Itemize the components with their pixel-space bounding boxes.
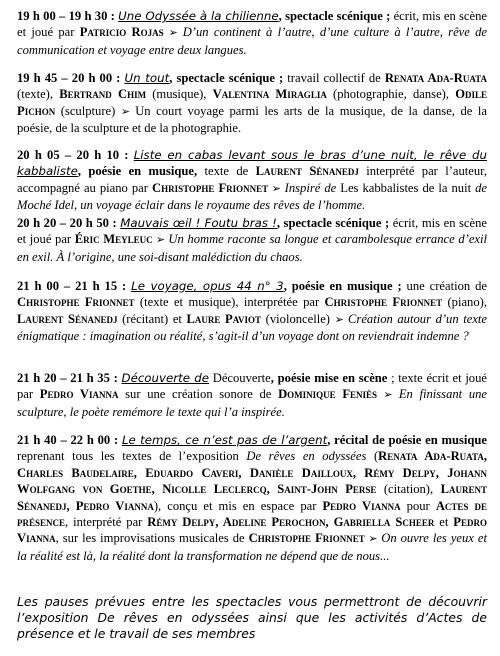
person-name: Odile Pichon [17, 87, 487, 118]
entry-text: (texte et musique), interprétée par [134, 295, 325, 310]
entry-text: une création de [401, 279, 487, 293]
entry-text: spectacle scénique ; [176, 71, 284, 85]
entry-text: et [434, 515, 454, 530]
show-title: Découverte de [121, 371, 210, 385]
time-range: 20 h 05 – 20 h 10 : [17, 148, 129, 162]
arrow-icon: ➢ [377, 389, 399, 402]
entry-text: poésie en musique ; [291, 279, 402, 293]
entry-text: Inspiré de [284, 180, 337, 195]
entry-text: (récitant) et [117, 311, 187, 326]
person-name: Bertrand Chim [59, 87, 147, 102]
entry-text: écrit, mis en scène et joué par [17, 9, 488, 40]
entry-text: (musique), [146, 87, 213, 102]
time-range: 19 h 45 – 20 h 00 : [17, 71, 121, 85]
person-name: Dominique Feniès [278, 387, 378, 402]
entry-text: spectacle scénique ; [285, 9, 391, 23]
entry-text: (sculpture) [55, 103, 121, 118]
entry-text: Découverte [209, 371, 271, 385]
entry-text: texte de [197, 164, 256, 179]
entry-text: , [77, 164, 89, 179]
entry-text: reprenant tous les textes de l’exposition [17, 449, 247, 464]
program-entry [17, 432, 487, 564]
entry-text: Création autour d’un texte énigmatique : imagination ou réalité, s’agit-il d’un voyage dont on reviendrait indemne ? [17, 311, 488, 344]
show-title: Une Odyssée à la chilienne [118, 9, 279, 23]
entry-text: de Moché Idel, un voyage éclair dans le royaume des rêves de l’homme. [17, 180, 487, 213]
entry-text: Un court voyage parmi les arts de la musique, de la danse, de la poésie, de la sculpture et de la photographie. [17, 103, 487, 136]
entry-text: En finissant une sculpture, le poète remémore le texte qui l’a inspirée. [17, 387, 488, 419]
entry-text: , sur les improvisations musicales de [55, 531, 249, 546]
entry-text: , [270, 371, 278, 385]
show-title: Liste en cabas levant sous le bras d’une nuit, le rêve du kabbaliste [17, 148, 487, 179]
entry-text: , [327, 433, 335, 447]
person-name: Christophe Frionnet [151, 180, 269, 195]
entry-text: (photographie, danse), [326, 87, 456, 102]
entry-text: , [283, 279, 292, 293]
time-range: 20 h 20 – 20 h 50 : [17, 216, 117, 230]
person-name: Pedro Vianna [17, 515, 487, 546]
time-range: 21 h 40 – 22 h 00 : [17, 433, 119, 447]
person-name: Rémy Delpy, Adeline Perochon, Gabriella Scheer [147, 515, 435, 530]
entry-text: De rêves en odyssées [246, 449, 367, 464]
entry-text: , interprété par [65, 515, 148, 530]
entry-text: (violoncelle) [261, 311, 335, 326]
entry-text: On ouvre les yeux et la réalité est là, la réalité dont la transformation ne dépend que de nous... [17, 531, 487, 563]
person-name: Valentina Miraglia [212, 87, 327, 102]
arrow-icon: ➢ [268, 182, 285, 195]
person-name: Pedro Vianna [39, 387, 119, 402]
entry-text: ), conçu et mis en espace par [153, 498, 323, 513]
entry-text: poésie mise en scène [277, 371, 388, 385]
entry-text: pour [400, 498, 436, 513]
entry-text: Un homme raconte sa longue et carambolesque errance d’exil en exil. À l’origine, une soi-disant malédiction du chaos. [17, 232, 488, 264]
entry-text: D’un continent à l’autre, d’une culture à l’autre, rêve de communication et voyage entre deux langues. [17, 25, 488, 57]
show-title: Un tout [124, 71, 170, 85]
person-name: Renata Ada-Ruata [384, 71, 488, 85]
person-name: Laurent Sénanedj [255, 164, 359, 179]
person-name: Christophe Frionnet [17, 295, 135, 310]
show-title: Le voyage, opus 44 n° 3 [131, 279, 284, 293]
entry-text: ( [366, 449, 379, 464]
entry-text: travail collectif de [283, 71, 385, 85]
arrow-icon: ➢ [334, 313, 349, 326]
person-name: Christophe Frionnet [324, 295, 443, 310]
time-range: 21 h 00 – 21 h 15 : [17, 279, 127, 293]
entry-text: ; texte écrit et joué par [17, 371, 487, 402]
show-title: Mauvais œil ! Foutu bras ! [120, 216, 277, 230]
person-name: Laurent Sénanedj, Pedro Vianna [17, 482, 488, 513]
person-name: Laurent Sénanedj [17, 311, 118, 326]
entry-text: écrit, mis en scène et joué par [17, 216, 487, 247]
program-footer-note: Les pauses prévues entre les spectacles vous permettront de découvrir l’exposition De rêves en odyssées ainsi que les activités d’Actes de présence et le travail de ses membres [17, 594, 487, 641]
person-name: Renata Ada-Ruata, Charles Baudelaire, Eduardo Caveri, Danièle Dailloux, Rémy Delpy, Johann Wolfgang von Goethe, Nicolle Leclercq, Saint-John Perse [17, 449, 487, 497]
entry-text: Les kabbalistes de la nuit [336, 180, 476, 195]
arrow-icon: ➢ [364, 533, 382, 546]
program-entry [17, 147, 487, 214]
arrow-icon: ➢ [163, 27, 183, 40]
entry-text: , [169, 71, 177, 85]
person-name: Actes de présence [17, 498, 487, 530]
entry-text: spectacle scénique ; [283, 216, 390, 230]
person-name: Patricio Rojas [79, 25, 164, 40]
program-entry [17, 8, 487, 58]
entry-text: , [278, 9, 286, 23]
program-entry [17, 215, 487, 265]
entry-text: (citation), [376, 482, 441, 497]
program-entry [17, 70, 487, 137]
person-name: Pedro Vianna [322, 498, 401, 513]
arrow-icon: ➢ [152, 234, 169, 247]
program-entry [17, 278, 487, 345]
time-range: 21 h 20 – 21 h 35 : [17, 371, 118, 385]
entry-text: (texte), [17, 87, 60, 102]
person-name: Christophe Frionnet [248, 531, 365, 546]
time-range: 19 h 00 – 19 h 30 : [17, 9, 115, 23]
person-name: Éric Meyleuc [74, 232, 153, 247]
show-title: Le temps, ce n’est pas de l’argent [121, 433, 328, 447]
person-name: Laure Paviot [186, 311, 262, 326]
entry-text: poésie en musique, [88, 164, 198, 179]
program-entry [17, 370, 487, 420]
entry-text: , [276, 216, 284, 230]
entry-text: sur une création sonore de [118, 387, 279, 402]
entry-text: (piano), [442, 295, 487, 310]
entry-text: interprété par l’auteur, accompagné au piano par [17, 164, 488, 195]
entry-text: récital de poésie en musique [334, 433, 487, 447]
arrow-icon: ➢ [120, 105, 136, 118]
